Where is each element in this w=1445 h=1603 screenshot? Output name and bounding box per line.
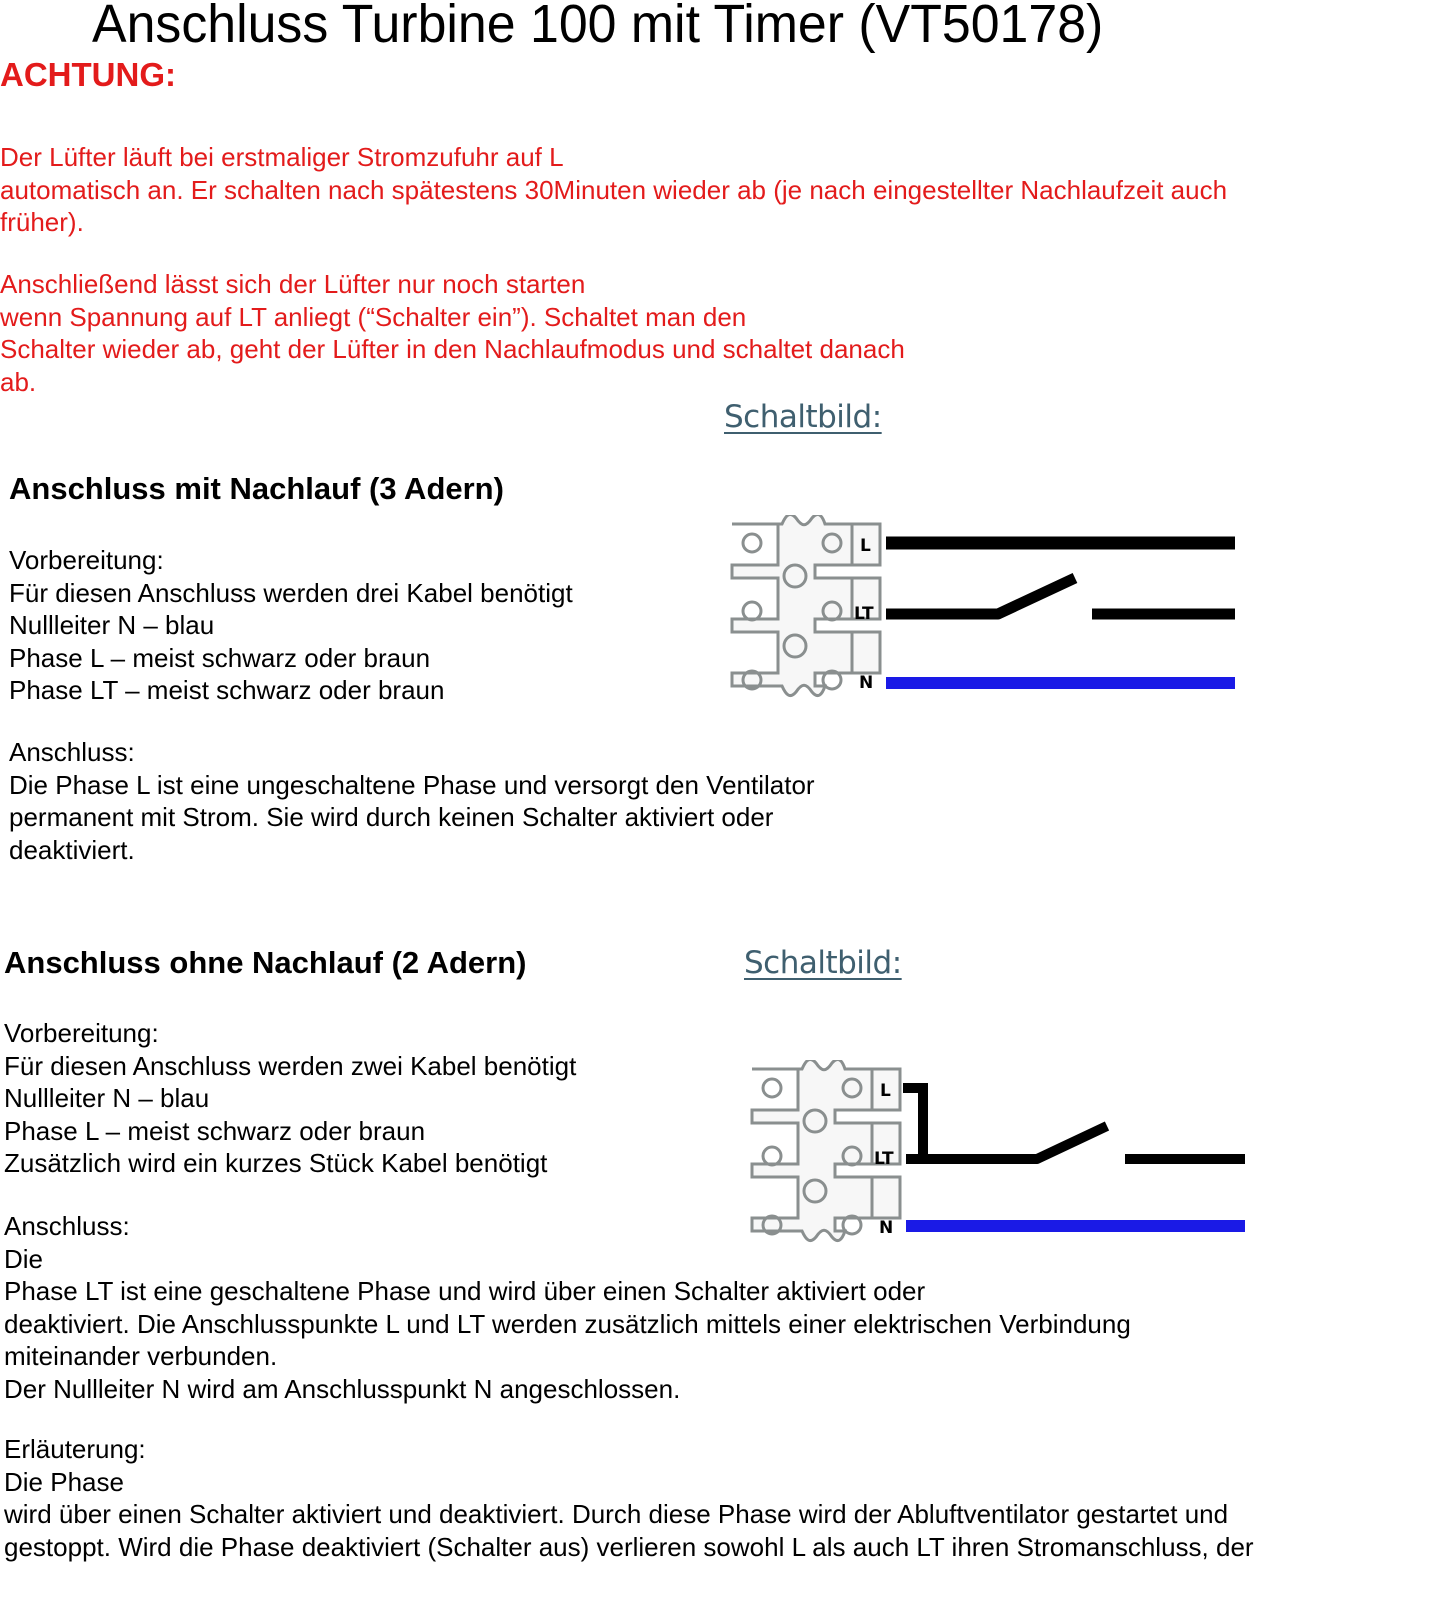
connection-line: deaktiviert. [9,834,135,865]
connection-label: Anschluss: [9,737,135,767]
preparation-label: Vorbereitung: [9,545,164,575]
screw-hole [743,602,761,620]
terminal-label-lt: LT [854,604,874,624]
explanation-line: wird über einen Schalter aktiviert und deaktiviert. Durch diese Phase wird der Abluftventilator gestartet und [4,1499,1229,1529]
connection-2-wire [4,1210,1131,1405]
connection-line: deaktiviert. Die Anschlusspunkte L und LT werden zusätzlich mittels einer elektrischen Verbindung [4,1308,1131,1339]
screw-hole [763,1147,781,1165]
warning-line: ab. [0,366,37,397]
bridge-wire-l-to-lt [903,1088,923,1159]
terminal-label-l: L [860,536,871,556]
warning-paragraph-1 [0,141,1227,239]
preparation-label: Vorbereitung: [4,1018,159,1048]
wire-phase-lt-switch [906,1126,1107,1159]
terminal-label-lt: LT [874,1149,894,1169]
connection-label: Anschluss: [4,1211,130,1241]
warning-line: wenn Spannung auf LT anliegt (“Schalter ein”). Schaltet man den [0,301,747,332]
connection-line: Die [4,1243,44,1274]
terminal-label-n: N [879,1218,894,1238]
wiring-diagram-3-wire [720,515,1280,725]
preparation-line: Phase L – meist schwarz oder braun [4,1115,426,1146]
warning-line: früher). [0,207,84,237]
preparation-line: Für diesen Anschluss werden drei Kabel benötigt [9,577,573,608]
diagram-label-2-wire: Schaltbild: [744,945,902,981]
terminal-label-n: N [859,673,874,693]
explanation-2-wire [4,1433,1254,1563]
wire-phase-lt-switch [886,578,1075,614]
warning-line: automatisch an. Er schalten nach spätestens 30Minuten wieder ab (je nach eingestellter Nachlaufzeit auch [0,174,1228,205]
preparation-line: Zusätzlich wird ein kurzes Stück Kabel benötigt [4,1148,548,1178]
explanation-line: gestoppt. Wird die Phase deaktiviert (Schalter aus) verlieren sowohl L als auch LT ihren Stromanschluss, der [4,1531,1254,1562]
connection-line: permanent mit Strom. Sie wird durch keinen Schalter aktiviert oder [9,802,774,832]
screw-hole [743,534,761,552]
preparation-line: Phase L – meist schwarz oder braun [9,642,431,673]
preparation-2-wire [4,1017,576,1180]
explanation-line: Die Phase [4,1466,124,1497]
explanation-label: Erläuterung: [4,1434,146,1464]
connection-3-wire [9,736,815,866]
section-heading-3-wire: Anschluss mit Nachlauf (3 Adern) [9,471,504,506]
connection-line: Der Nullleiter N wird am Anschlusspunkt N angeschlossen. [4,1373,681,1404]
preparation-line: Für diesen Anschluss werden zwei Kabel benötigt [4,1050,577,1081]
connection-line: Die Phase L ist eine ungeschaltene Phase und versorgt den Ventilator [9,769,815,800]
terminal-label-l: L [880,1081,891,1101]
connection-line: Phase LT ist eine geschaltene Phase und wird über einen Schalter aktiviert oder [4,1276,926,1306]
document-title: Anschluss Turbine 100 mit Timer (VT50178) [92,0,1104,54]
preparation-line: Nullleiter N – blau [9,610,215,640]
warning-heading: ACHTUNG: [0,56,176,93]
warning-line: Der Lüfter läuft bei erstmaliger Stromzufuhr auf L [0,142,564,172]
diagram-label-3-wire: Schaltbild: [724,399,882,435]
connection-line: miteinander verbunden. [4,1341,278,1371]
screw-hole [763,1079,781,1097]
warning-line: Schalter wieder ab, geht der Lüfter in den Nachlaufmodus und schaltet danach [0,334,905,364]
preparation-line: Phase LT – meist schwarz oder braun [9,675,445,705]
warning-line: Anschließend lässt sich der Lüfter nur noch starten [0,269,586,299]
preparation-3-wire [9,544,573,707]
warning-paragraph-2 [0,268,905,398]
section-heading-2-wire: Anschluss ohne Nachlauf (2 Adern) [4,945,527,980]
preparation-line: Nullleiter N – blau [4,1083,210,1113]
